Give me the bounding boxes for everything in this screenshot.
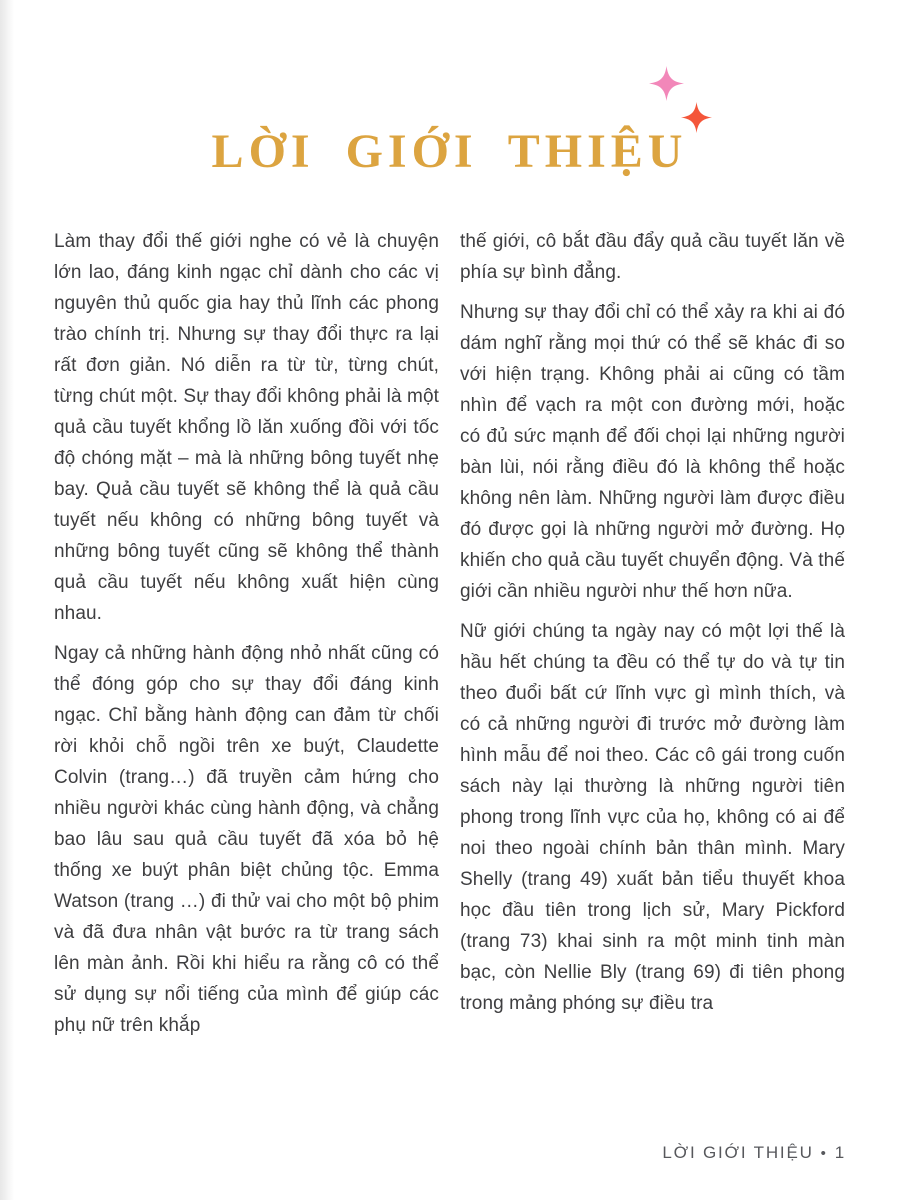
right-column — [460, 226, 845, 1050]
paragraph: Ngay cả những hành động nhỏ nhất cũng có thể đóng góp cho sự thay đổi đáng kinh ngạc. Chỉ bằng hành động can đảm từ chối rời khỏi chỗ ngồi trên xe buýt, Claudette Colvin (trang…) đã truyền cảm hứng cho nhiều người khác cùng hành động, và chẳng bao lâu sau quả cầu tuyết đã xóa bỏ hệ thống xe buýt phân biệt chủng tộc. Emma Watson (trang …) đi thử vai cho một bộ phim và đã đưa nhân vật bước ra từ trang sách lên màn ảnh. Rồi khi hiểu ra rằng cô có thể sử dụng sự nổi tiếng của mình để giúp các phụ nữ trên khắp — [54, 643, 439, 1036]
footer-chapter-label: LỜI GIỚI THIỆU — [662, 1143, 814, 1162]
page-title: LỜI GIỚI THIỆU — [211, 125, 688, 178]
paragraph: Nữ giới chúng ta ngày nay có một lợi thế là hầu hết chúng ta đều có thể tự do và tự tin theo đuổi bất cứ lĩnh vực gì mình thích, và có cả những người đi trước mở đường làm hình mẫu để noi theo. Các cô gái trong cuốn sách này lại thường là những người tiên phong trong lĩnh vực của họ, không có ai để noi theo ngoài chính bản thân mình. Mary Shelly (trang 49) xuất bản tiểu thuyết khoa học đầu tiên trong lịch sử, Mary Pickford (trang 73) khai sinh ra một minh tinh màn bạc, còn Nellie Bly (trang 69) đi tiên phong trong mảng phóng sự điều tra — [460, 621, 845, 1014]
footer-page-number: 1 — [834, 1143, 846, 1162]
paragraph: Nhưng sự thay đổi chỉ có thể xảy ra khi ai đó dám nghĩ rằng mọi thứ có thể sẽ khác đi so với hiện trạng. Không phải ai cũng có tầm nhìn để vạch ra một con đường mới, hoặc có đủ sức mạnh để đối chọi lại những người bàn lùi, nói rằng điều đó là không thể hoặc không nên làm. Những người làm được điều đó được gọi là những người mở đường. Họ khiến cho quả cầu tuyết chuyển động. Và thế giới cần nhiều người như thế hơn nữa. — [460, 302, 845, 602]
left-column — [54, 226, 439, 1050]
sparkle-pink-icon — [649, 66, 684, 101]
footer-separator: • — [820, 1145, 828, 1162]
running-footer — [662, 1143, 846, 1163]
paragraph: thế giới, cô bắt đầu đẩy quả cầu tuyết lăn về phía sự bình đẳng. — [460, 231, 845, 283]
two-column-text — [54, 226, 845, 1050]
paragraph: Làm thay đổi thế giới nghe có vẻ là chuyện lớn lao, đáng kinh ngạc chỉ dành cho các vị nguyên thủ quốc gia hay thủ lĩnh các phong trào chính trị. Nhưng sự thay đổi thực ra lại rất đơn giản. Nó diễn ra từ từ, từng chút, từng chút một. Sự thay đổi không phải là một quả cầu tuyết khổng lồ lăn xuống đồi với tốc độ chóng mặt – mà là những bông tuyết nhẹ bay. Quả cầu tuyết sẽ không thể là quả cầu tuyết nếu không có những bông tuyết và những bông tuyết cũng sẽ không thể thành quả cầu tuyết nếu không xuất hiện cùng nhau. — [54, 231, 439, 624]
scan-gutter-shadow — [0, 0, 14, 1200]
